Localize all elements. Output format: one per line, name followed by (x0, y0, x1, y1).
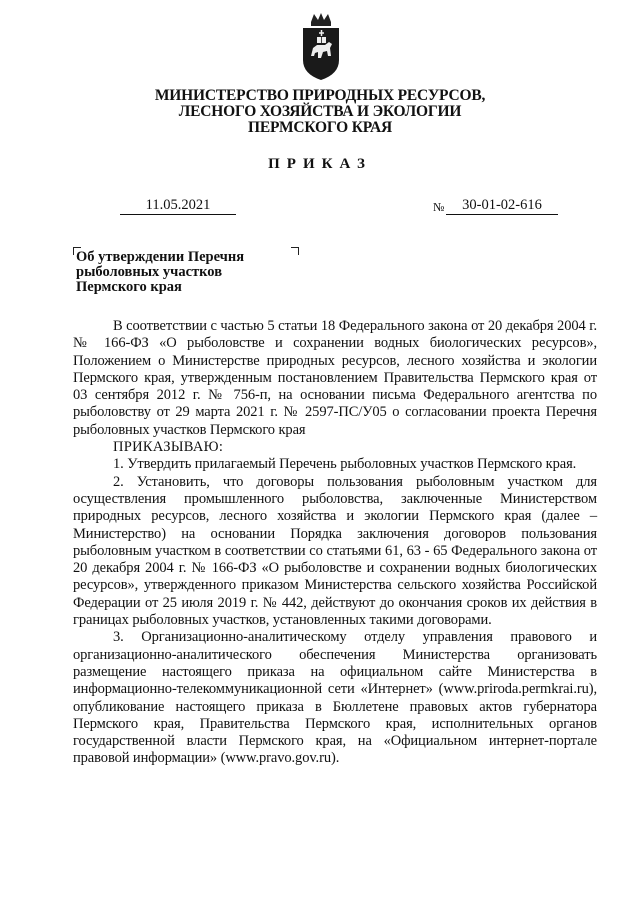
ministry-name (0, 88, 640, 136)
order-subject (76, 250, 296, 295)
order-item-2: 2. Установить, что договоры пользования рыболовным участком для осуществления промышленного рыболовства, заключенные Министерством природных ресурсов, лесного хозяйства и экологии Пермского края (далее – Министерство) на основании Порядка заключения договоров пользования рыболовным участком в соответствии со статьями 61, 63 - 65 Федерального закона от 20 декабря 2004 г. № 166-ФЗ «О рыболовстве и сохранении водных биологических ресурсов», утвержденного приказом Министерства сельского хозяйства Российской Федерации от 25 июля 2019 г. № 442, действуют до окончания сроков их действия в границах рыболовных участков, установленных такими договорами. (73, 473, 597, 629)
ministry-line: ПЕРМСКОГО КРАЯ (247, 119, 393, 136)
document-type-title: ПРИКАЗ (268, 156, 372, 172)
perm-krai-coat-of-arms-icon (299, 12, 343, 82)
subject-line: рыболовных участков (76, 264, 223, 280)
order-date: 11.05.2021 (120, 197, 236, 215)
preamble-paragraph: В соответствии с частью 5 статьи 18 Федерального закона от 20 декабря 2004 г. № 166-ФЗ «О рыболовстве и сохранении водных биологических ресурсов», Положением о Министерстве природных ресурсов, лесного хозяйства и экологии Пермского края, утвержденным постановлением Правительства Пермского края от 03 сентября 2012 г. № 756-п, на основании письма Федерального агентства по рыболовству от 29 марта 2021 г. № 2597-ПС/У05 о согласовании проекта Перечня рыболовных участков Пермского края (73, 318, 597, 438)
number-label: № (433, 200, 445, 214)
order-number: 30-01-02-616 (446, 197, 558, 215)
ministry-line: МИНИСТЕРСТВО ПРИРОДНЫХ РЕСУРСОВ, (154, 87, 486, 104)
subject-line: Об утверждении Перечня (76, 249, 245, 265)
order-word: ПРИКАЗЫВАЮ: (113, 439, 224, 456)
order-item-3: 3. Организационно-аналитическому отделу управления правового и организационно-аналитического обеспечения Министерства организовать размещение настоящего приказа на официальном сайте Министерства в информационно-телекоммуникационной сети «Интернет» (www.priroda.permkrai.ru), опубликование настоящего приказа в Бюллетене правовых актов губернатора Пермского края, Правительства Пермского края, исполнительных органов государственной власти Пермского края, на «Официальном интернет-портале правовой информации» (www.pravo.gov.ru). (73, 629, 597, 767)
order-item-1: 1. Утвердить прилагаемый Перечень рыболовных участков Пермского края. (113, 456, 577, 473)
subject-line: Пермского края (76, 279, 182, 295)
ministry-line: ЛЕСНОГО ХОЗЯЙСТВА И ЭКОЛОГИИ (178, 103, 462, 120)
order-body (73, 318, 597, 768)
